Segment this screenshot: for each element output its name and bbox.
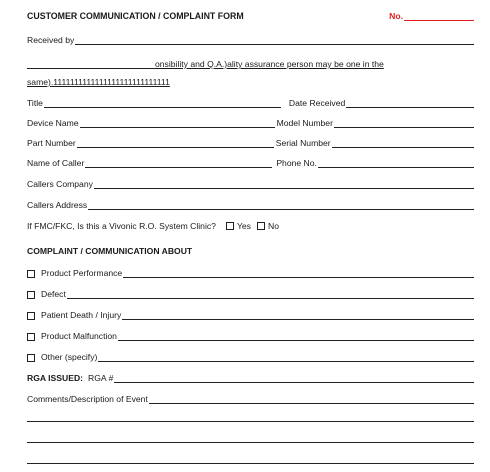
product-malfunction-checkbox[interactable] xyxy=(27,333,35,341)
device-name-field[interactable] xyxy=(80,118,275,128)
phone-no-field[interactable] xyxy=(318,158,474,168)
fmc-question-row xyxy=(27,219,474,231)
received-by-row xyxy=(27,33,474,45)
yes-checkbox-group[interactable] xyxy=(226,221,251,231)
callers-address-row xyxy=(27,198,474,210)
fmc-question-label: If FMC/FKC, Is this a Vivonic R.O. System Clinic? xyxy=(27,221,216,231)
defect-checkbox[interactable] xyxy=(27,291,35,299)
model-number-field[interactable] xyxy=(334,118,474,128)
received-by-field[interactable] xyxy=(75,35,474,45)
complaint-option-label: Product Performance xyxy=(41,268,123,278)
complaint-option-label: Product Malfunction xyxy=(41,331,117,341)
date-received-label: Date Received xyxy=(288,98,346,108)
no-label: No xyxy=(267,221,279,231)
comments-field[interactable] xyxy=(149,394,474,404)
complaint-option-label: Defect xyxy=(41,289,66,299)
comments-extra-line[interactable] xyxy=(27,421,474,422)
product-performance-field[interactable] xyxy=(123,268,474,278)
other-specify-field[interactable] xyxy=(98,352,474,362)
comments-extra-line[interactable] xyxy=(27,463,474,464)
callers-company-row xyxy=(27,177,474,189)
device-row xyxy=(27,116,474,128)
note-text-2: same).1111111111111111111111111111 xyxy=(27,77,170,87)
no-checkbox-group[interactable] xyxy=(257,221,279,231)
complaint-option-label: Patient Death / Injury xyxy=(41,310,122,320)
other-specify-checkbox[interactable] xyxy=(27,354,35,362)
patient-death-injury-field[interactable] xyxy=(122,310,474,320)
complaint-option-row xyxy=(27,350,474,362)
product-malfunction-field[interactable] xyxy=(118,331,474,341)
yes-label: Yes xyxy=(236,221,251,231)
rga-row xyxy=(27,371,474,383)
name-of-caller-field[interactable] xyxy=(85,158,272,168)
yes-checkbox[interactable] xyxy=(226,222,234,230)
title-row xyxy=(27,96,474,108)
device-name-label: Device Name xyxy=(27,118,79,128)
complaint-option-row xyxy=(27,308,474,320)
note-line-2 xyxy=(27,75,170,87)
complaint-option-row xyxy=(27,266,474,278)
comments-label: Comments/Description of Event xyxy=(27,394,148,404)
product-performance-checkbox[interactable] xyxy=(27,270,35,278)
form-number-field[interactable] xyxy=(404,11,474,21)
note-line-1 xyxy=(27,57,384,69)
part-number-label: Part Number xyxy=(27,138,76,148)
caller-row xyxy=(27,156,474,168)
rga-issued-label: RGA ISSUED: xyxy=(27,373,84,383)
received-by-label: Received by xyxy=(27,35,75,45)
section-title-row xyxy=(27,244,474,256)
rga-number-label: RGA # xyxy=(88,373,114,383)
defect-field[interactable] xyxy=(67,289,474,299)
title-label: Title xyxy=(27,98,43,108)
form-number-label: No. xyxy=(389,11,403,21)
callers-company-field[interactable] xyxy=(94,179,474,189)
comments-extra-line[interactable] xyxy=(27,442,474,443)
comments-row xyxy=(27,392,474,404)
callers-address-label: Callers Address xyxy=(27,200,88,210)
no-checkbox[interactable] xyxy=(257,222,265,230)
complaint-option-label: Other (specify) xyxy=(41,352,98,362)
serial-number-label: Serial Number xyxy=(275,138,331,148)
complaint-option-row xyxy=(27,287,474,299)
date-received-field[interactable] xyxy=(346,98,474,108)
part-row xyxy=(27,136,474,148)
rga-number-field[interactable] xyxy=(114,373,474,383)
complaint-option-row xyxy=(27,329,474,341)
part-number-field[interactable] xyxy=(77,138,274,148)
serial-number-field[interactable] xyxy=(332,138,474,148)
title-field[interactable] xyxy=(44,98,281,108)
callers-address-field[interactable] xyxy=(88,200,474,210)
patient-death-injury-checkbox[interactable] xyxy=(27,312,35,320)
name-of-caller-label: Name of Caller xyxy=(27,158,85,168)
model-number-label: Model Number xyxy=(276,118,333,128)
form-header xyxy=(27,9,474,21)
note-blank-field[interactable] xyxy=(27,59,155,69)
callers-company-label: Callers Company xyxy=(27,179,93,189)
section-title: COMPLAINT / COMMUNICATION ABOUT xyxy=(27,246,193,256)
phone-no-label: Phone No. xyxy=(276,158,317,168)
form-title: CUSTOMER COMMUNICATION / COMPLAINT FORM xyxy=(27,11,244,21)
note-text-1: onsibility and Q.A.)ality assurance person may be one in the xyxy=(155,59,384,69)
